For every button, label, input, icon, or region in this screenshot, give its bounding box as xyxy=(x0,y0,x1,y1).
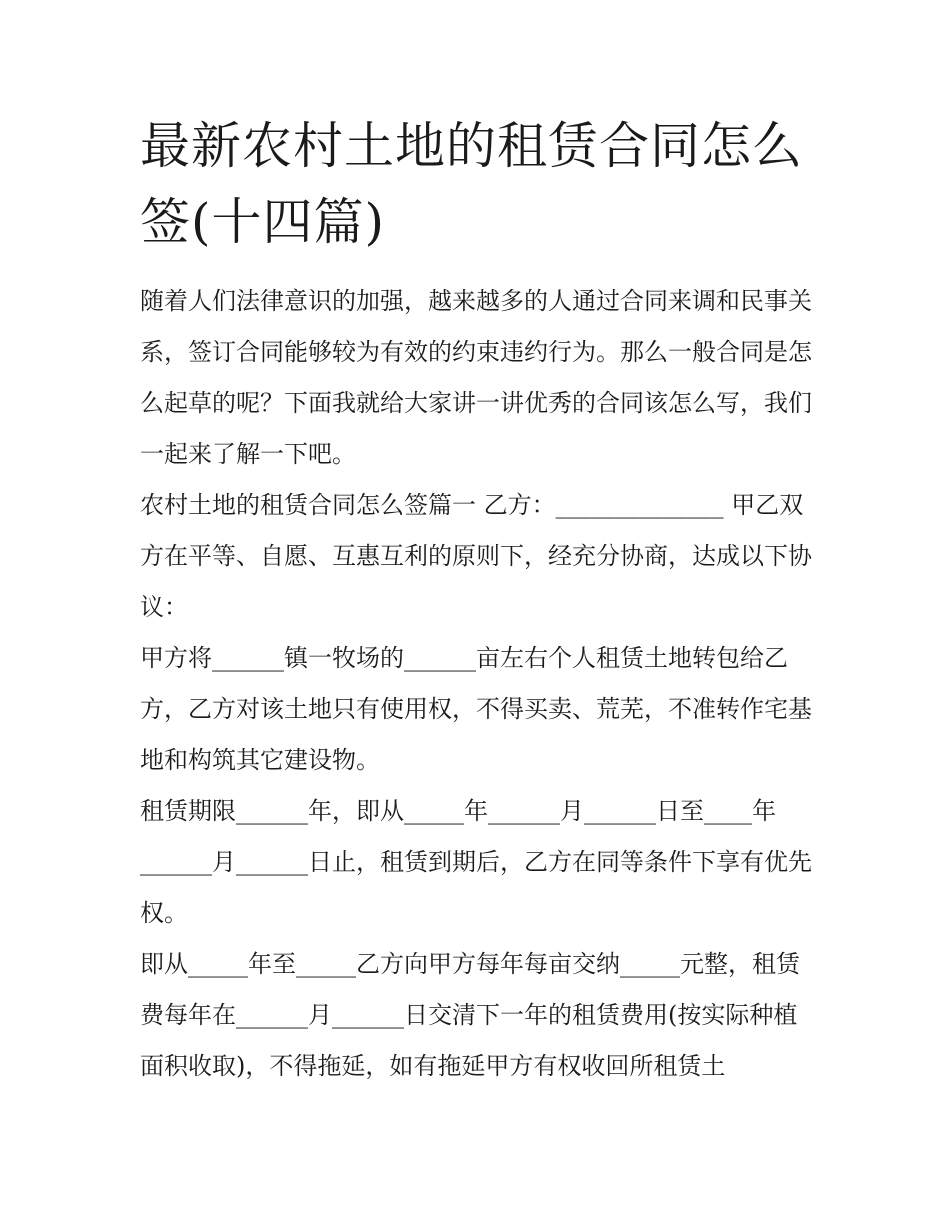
document-title: 最新农村土地的租赁合同怎么签(十四篇) xyxy=(140,117,803,251)
paragraph-contract-opening: 农村土地的租赁合同怎么签篇一 乙方：______________ 甲乙双方在平等、自愿、互惠互利的原则下，经充分协商，达成以下协议： xyxy=(140,491,812,621)
paragraph-lease-term: 租赁期限______年，即从_____年______月______日至____年______月______日止，租赁到期后，乙方在同等条件下享有优先权。 xyxy=(140,797,812,927)
paragraph-land-transfer: 甲方将______镇一牧场的______亩左右个人租赁土地转包给乙方，乙方对该土地只有使用权，不得买卖、荒芜，不准转作宅基地和构筑其它建设物。 xyxy=(140,644,812,774)
paragraph-intro: 随着人们法律意识的加强，越来越多的人通过合同来调和民事关系，签订合同能够较为有效的约束违约行为。那么一般合同是怎么起草的呢？下面我就给大家讲一讲优秀的合同该怎么写，我们一起来了解一下吧。 xyxy=(140,287,812,468)
paragraph-rent-payment: 即从_____年至_____乙方向甲方每年每亩交纳_____元整，租赁费每年在______月______日交清下一年的租赁费用(按实际种植面积收取)，不得拖延，如有拖延甲方有权收回所租赁土 xyxy=(140,950,800,1080)
document-body xyxy=(140,276,812,1092)
